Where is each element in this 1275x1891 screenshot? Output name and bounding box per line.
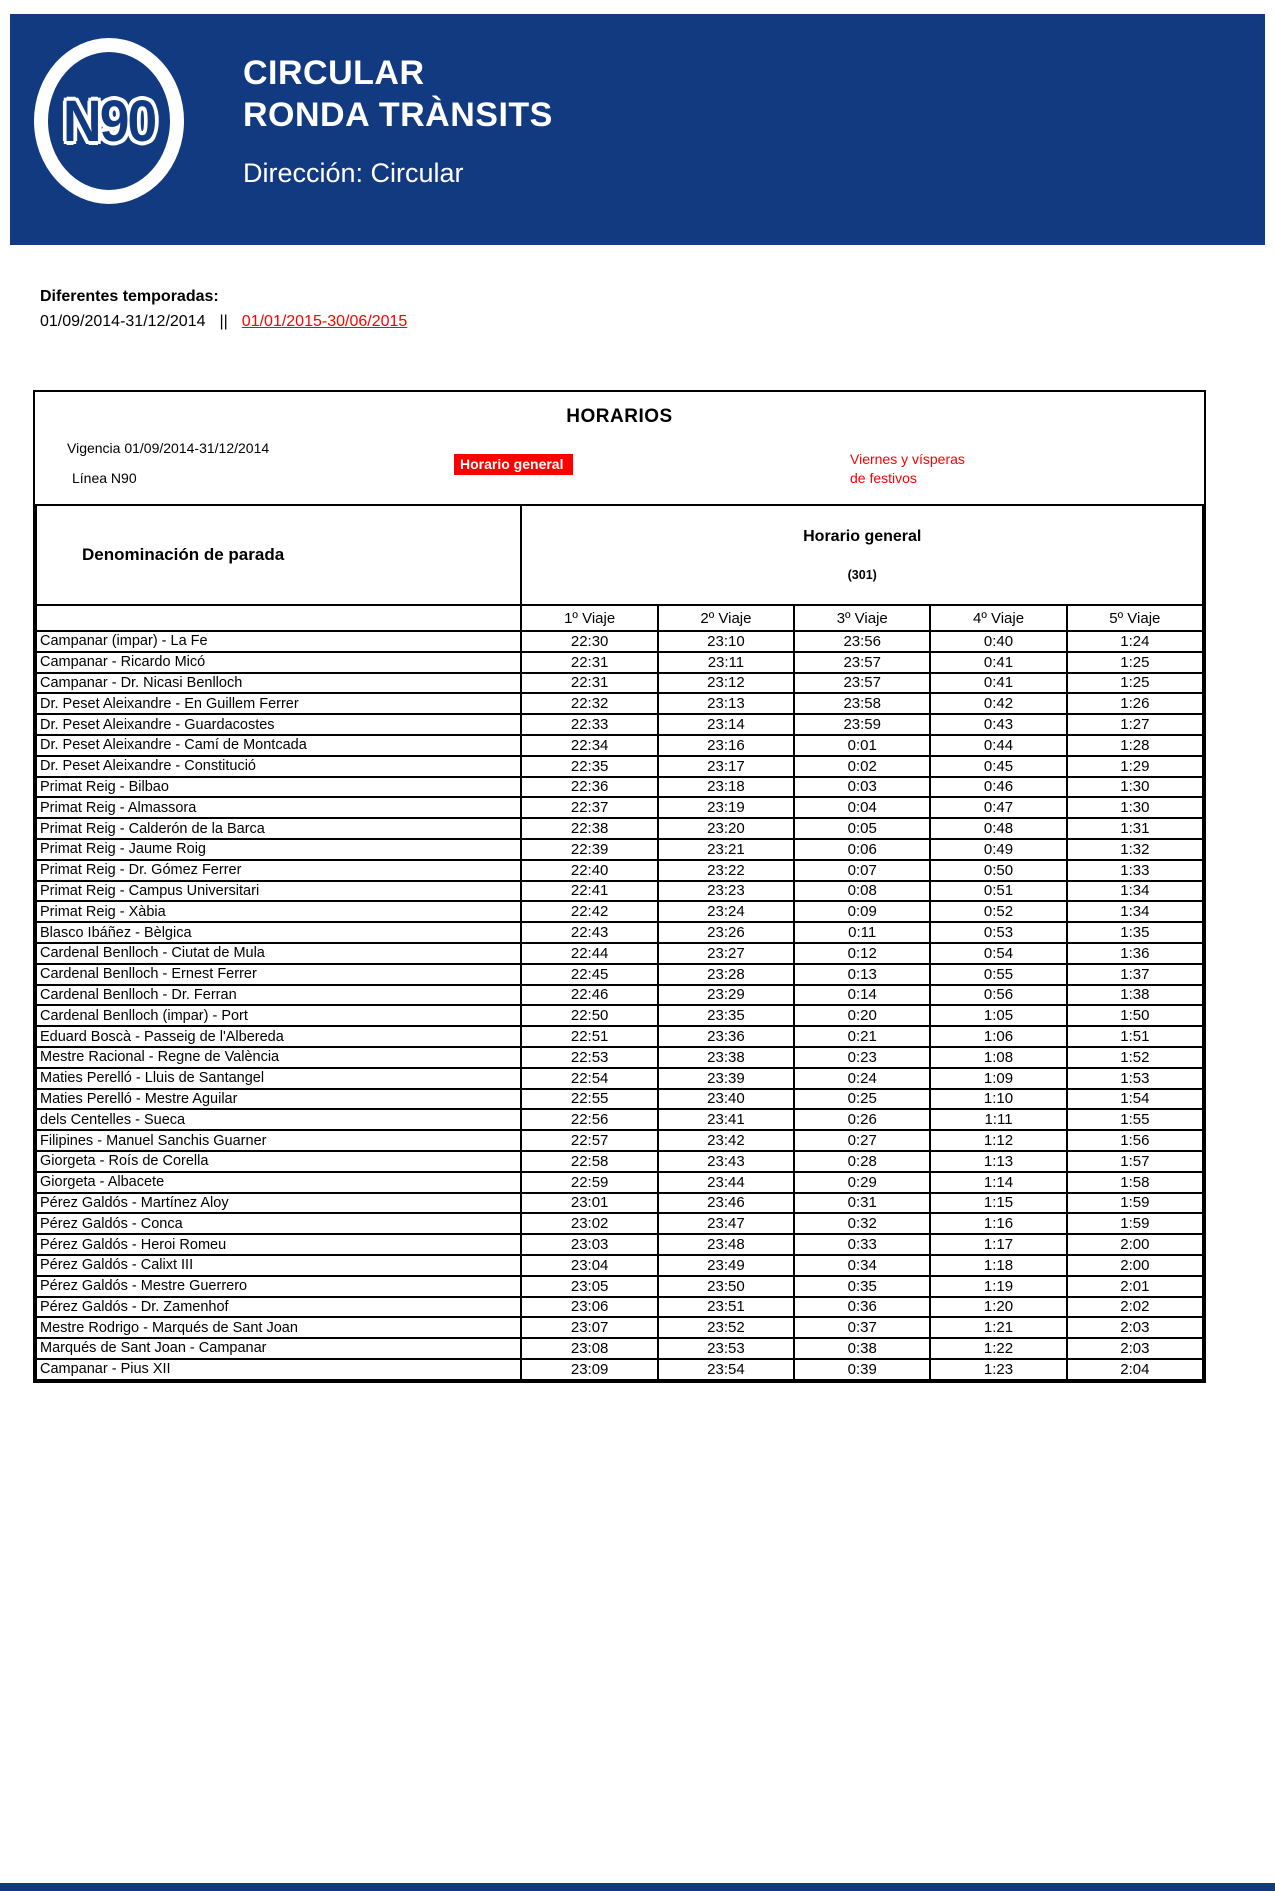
stop-name-cell: Campanar - Ricardo Micó <box>36 652 521 673</box>
seasons-label: Diferentes temporadas: <box>40 288 219 305</box>
time-cell: 23:14 <box>658 714 794 735</box>
time-cell: 1:09 <box>930 1068 1066 1089</box>
table-row <box>36 1317 1203 1338</box>
stop-name-cell: Primat Reig - Jaume Roig <box>36 839 521 860</box>
time-cell: 1:59 <box>1067 1213 1203 1234</box>
viaje-header-2: 2º Viaje <box>658 605 794 631</box>
table-row <box>36 1276 1203 1297</box>
time-cell: 0:27 <box>794 1130 930 1151</box>
time-cell: 23:50 <box>658 1276 794 1297</box>
time-cell: 1:26 <box>1067 693 1203 714</box>
table-row <box>36 797 1203 818</box>
time-cell: 0:48 <box>930 818 1066 839</box>
time-cell: 1:05 <box>930 1005 1066 1026</box>
time-cell: 1:33 <box>1067 860 1203 881</box>
schedule-box <box>33 390 1206 1383</box>
time-cell: 22:46 <box>521 985 657 1006</box>
time-cell: 1:25 <box>1067 652 1203 673</box>
time-cell: 2:03 <box>1067 1338 1203 1359</box>
table-row <box>36 860 1203 881</box>
stop-name-cell: Dr. Peset Aleixandre - Camí de Montcada <box>36 735 521 756</box>
time-cell: 23:11 <box>658 652 794 673</box>
season-link-next[interactable]: 01/01/2015-30/06/2015 <box>241 313 408 330</box>
time-cell: 23:07 <box>521 1317 657 1338</box>
time-cell: 23:13 <box>658 693 794 714</box>
time-cell: 22:37 <box>521 797 657 818</box>
time-cell: 0:41 <box>930 673 1066 694</box>
time-cell: 1:38 <box>1067 985 1203 1006</box>
table-row <box>36 756 1203 777</box>
time-cell: 1:56 <box>1067 1130 1203 1151</box>
time-cell: 22:31 <box>521 673 657 694</box>
time-cell: 0:06 <box>794 839 930 860</box>
time-cell: 0:33 <box>794 1234 930 1255</box>
time-cell: 23:56 <box>794 631 930 652</box>
time-cell: 23:57 <box>794 652 930 673</box>
time-cell: 23:54 <box>658 1359 794 1380</box>
route-direction: Dirección: Circular <box>243 158 464 188</box>
time-cell: 23:48 <box>658 1234 794 1255</box>
time-cell: 1:53 <box>1067 1068 1203 1089</box>
time-cell: 23:59 <box>794 714 930 735</box>
viaje-header-spacer <box>36 605 521 631</box>
time-cell: 0:07 <box>794 860 930 881</box>
stop-name-cell: Eduard Boscà - Passeig de l'Albereda <box>36 1026 521 1047</box>
group-header-cell <box>521 505 1203 605</box>
stop-name-cell: dels Centelles - Sueca <box>36 1109 521 1130</box>
time-cell: 22:44 <box>521 943 657 964</box>
time-cell: 0:41 <box>930 652 1066 673</box>
time-cell: 23:57 <box>794 673 930 694</box>
time-cell: 2:01 <box>1067 1276 1203 1297</box>
time-cell: 22:54 <box>521 1068 657 1089</box>
time-cell: 0:02 <box>794 756 930 777</box>
time-cell: 1:54 <box>1067 1089 1203 1110</box>
time-cell: 1:21 <box>930 1317 1066 1338</box>
time-cell: 1:28 <box>1067 735 1203 756</box>
stop-name-cell: Maties Perelló - Mestre Aguilar <box>36 1089 521 1110</box>
time-cell: 23:21 <box>658 839 794 860</box>
time-cell: 1:27 <box>1067 714 1203 735</box>
header-banner <box>10 14 1265 245</box>
time-cell: 0:36 <box>794 1297 930 1318</box>
table-row <box>36 777 1203 798</box>
time-cell: 1:55 <box>1067 1109 1203 1130</box>
time-cell: 23:05 <box>521 1276 657 1297</box>
group-header-code: (301) <box>847 568 877 582</box>
stop-name-cell: Primat Reig - Bilbao <box>36 777 521 798</box>
stop-column-header: Denominación de parada <box>36 505 521 605</box>
time-cell: 1:13 <box>930 1151 1066 1172</box>
time-cell: 22:45 <box>521 964 657 985</box>
time-cell: 23:24 <box>658 901 794 922</box>
time-cell: 22:32 <box>521 693 657 714</box>
stop-name-cell: Pérez Galdós - Martínez Aloy <box>36 1193 521 1214</box>
time-cell: 0:28 <box>794 1151 930 1172</box>
time-cell: 0:01 <box>794 735 930 756</box>
stop-name-cell: Campanar - Pius XII <box>36 1359 521 1380</box>
time-cell: 1:51 <box>1067 1026 1203 1047</box>
time-cell: 23:08 <box>521 1338 657 1359</box>
time-cell: 23:29 <box>658 985 794 1006</box>
time-cell: 0:31 <box>794 1193 930 1214</box>
linea-label: Línea N90 <box>72 470 137 486</box>
time-cell: 23:23 <box>658 881 794 902</box>
route-title-line2: RONDA TRÀNSITS <box>243 96 553 134</box>
time-cell: 1:50 <box>1067 1005 1203 1026</box>
time-cell: 23:20 <box>658 818 794 839</box>
table-row <box>36 1213 1203 1234</box>
stop-name-cell: Giorgeta - Roís de Corella <box>36 1151 521 1172</box>
time-cell: 0:55 <box>930 964 1066 985</box>
time-cell: 2:00 <box>1067 1255 1203 1276</box>
time-cell: 22:51 <box>521 1026 657 1047</box>
time-cell: 22:33 <box>521 714 657 735</box>
line-badge-n90 <box>34 38 184 204</box>
stop-name-cell: Pérez Galdós - Heroi Romeu <box>36 1234 521 1255</box>
stop-name-cell: Giorgeta - Albacete <box>36 1172 521 1193</box>
season-current: 01/09/2014-31/12/2014 <box>40 313 206 330</box>
time-cell: 23:03 <box>521 1234 657 1255</box>
viaje-header-1: 1º Viaje <box>521 605 657 631</box>
time-cell: 1:30 <box>1067 797 1203 818</box>
time-cell: 23:41 <box>658 1109 794 1130</box>
time-cell: 0:21 <box>794 1026 930 1047</box>
time-cell: 0:37 <box>794 1317 930 1338</box>
time-cell: 23:40 <box>658 1089 794 1110</box>
table-row <box>36 673 1203 694</box>
stop-name-cell: Marqués de Sant Joan - Campanar <box>36 1338 521 1359</box>
time-cell: 22:53 <box>521 1047 657 1068</box>
stop-name-cell: Pérez Galdós - Conca <box>36 1213 521 1234</box>
time-cell: 1:19 <box>930 1276 1066 1297</box>
time-cell: 1:30 <box>1067 777 1203 798</box>
table-row <box>36 1193 1203 1214</box>
table-row <box>36 922 1203 943</box>
time-cell: 23:47 <box>658 1213 794 1234</box>
time-cell: 0:29 <box>794 1172 930 1193</box>
stop-name-cell: Dr. Peset Aleixandre - Constitució <box>36 756 521 777</box>
time-cell: 22:55 <box>521 1089 657 1110</box>
time-cell: 2:00 <box>1067 1234 1203 1255</box>
time-cell: 0:26 <box>794 1109 930 1130</box>
time-cell: 0:54 <box>930 943 1066 964</box>
time-cell: 22:30 <box>521 631 657 652</box>
stop-name-cell: Pérez Galdós - Calixt III <box>36 1255 521 1276</box>
time-cell: 0:42 <box>930 693 1066 714</box>
stop-name-cell: Filipines - Manuel Sanchis Guarner <box>36 1130 521 1151</box>
time-cell: 23:19 <box>658 797 794 818</box>
time-cell: 23:42 <box>658 1130 794 1151</box>
tab-viernes-festivos[interactable] <box>850 450 1010 488</box>
time-cell: 1:20 <box>930 1297 1066 1318</box>
table-row <box>36 714 1203 735</box>
viaje-header-5: 5º Viaje <box>1067 605 1203 631</box>
time-cell: 23:28 <box>658 964 794 985</box>
stop-name-cell: Mestre Rodrigo - Marqués de Sant Joan <box>36 1317 521 1338</box>
table-row <box>36 631 1203 652</box>
table-row <box>36 839 1203 860</box>
table-row <box>36 693 1203 714</box>
time-cell: 0:40 <box>930 631 1066 652</box>
time-cell: 1:57 <box>1067 1151 1203 1172</box>
time-cell: 0:45 <box>930 756 1066 777</box>
time-cell: 0:50 <box>930 860 1066 881</box>
time-cell: 0:11 <box>794 922 930 943</box>
table-row <box>36 964 1203 985</box>
stop-name-cell: Primat Reig - Campus Universitari <box>36 881 521 902</box>
table-row <box>36 818 1203 839</box>
time-cell: 1:11 <box>930 1109 1066 1130</box>
table-row <box>36 1234 1203 1255</box>
table-row <box>36 1255 1203 1276</box>
stop-name-cell: Primat Reig - Xàbia <box>36 901 521 922</box>
time-cell: 22:43 <box>521 922 657 943</box>
table-row <box>36 1359 1203 1380</box>
time-cell: 22:42 <box>521 901 657 922</box>
time-cell: 1:18 <box>930 1255 1066 1276</box>
time-cell: 0:12 <box>794 943 930 964</box>
time-cell: 1:12 <box>930 1130 1066 1151</box>
season-separator: || <box>219 313 228 330</box>
time-cell: 22:39 <box>521 839 657 860</box>
time-cell: 23:22 <box>658 860 794 881</box>
time-cell: 23:36 <box>658 1026 794 1047</box>
time-cell: 0:49 <box>930 839 1066 860</box>
time-cell: 1:22 <box>930 1338 1066 1359</box>
stop-name-cell: Pérez Galdós - Dr. Zamenhof <box>36 1297 521 1318</box>
time-cell: 23:18 <box>658 777 794 798</box>
time-cell: 23:17 <box>658 756 794 777</box>
time-cell: 2:03 <box>1067 1317 1203 1338</box>
time-cell: 0:38 <box>794 1338 930 1359</box>
time-cell: 23:12 <box>658 673 794 694</box>
time-cell: 23:27 <box>658 943 794 964</box>
table-row <box>36 1109 1203 1130</box>
time-cell: 23:16 <box>658 735 794 756</box>
time-cell: 22:50 <box>521 1005 657 1026</box>
time-cell: 23:53 <box>658 1338 794 1359</box>
stop-name-cell: Mestre Racional - Regne de València <box>36 1047 521 1068</box>
time-cell: 1:24 <box>1067 631 1203 652</box>
time-cell: 0:04 <box>794 797 930 818</box>
stop-name-cell: Blasco Ibáñez - Bèlgica <box>36 922 521 943</box>
time-cell: 1:52 <box>1067 1047 1203 1068</box>
time-cell: 1:34 <box>1067 901 1203 922</box>
table-row <box>36 881 1203 902</box>
stop-name-cell: Cardenal Benlloch - Ernest Ferrer <box>36 964 521 985</box>
time-cell: 0:08 <box>794 881 930 902</box>
time-cell: 0:53 <box>930 922 1066 943</box>
line-badge-label: N90 <box>62 88 156 154</box>
time-cell: 1:32 <box>1067 839 1203 860</box>
time-cell: 22:57 <box>521 1130 657 1151</box>
schedule-box-header <box>35 392 1204 504</box>
time-cell: 22:31 <box>521 652 657 673</box>
time-cell: 1:58 <box>1067 1172 1203 1193</box>
time-cell: 0:47 <box>930 797 1066 818</box>
table-row <box>36 652 1203 673</box>
time-cell: 0:46 <box>930 777 1066 798</box>
time-cell: 1:15 <box>930 1193 1066 1214</box>
table-row <box>36 735 1203 756</box>
stop-name-cell: Cardenal Benlloch - Ciutat de Mula <box>36 943 521 964</box>
time-cell: 1:10 <box>930 1089 1066 1110</box>
stop-name-cell: Campanar (impar) - La Fe <box>36 631 521 652</box>
time-cell: 0:52 <box>930 901 1066 922</box>
stop-name-cell: Campanar - Dr. Nicasi Benlloch <box>36 673 521 694</box>
time-cell: 0:44 <box>930 735 1066 756</box>
time-cell: 0:20 <box>794 1005 930 1026</box>
time-cell: 23:35 <box>658 1005 794 1026</box>
time-cell: 0:39 <box>794 1359 930 1380</box>
time-cell: 23:01 <box>521 1193 657 1214</box>
time-cell: 0:05 <box>794 818 930 839</box>
time-cell: 1:34 <box>1067 881 1203 902</box>
table-row <box>36 1297 1203 1318</box>
time-cell: 23:49 <box>658 1255 794 1276</box>
group-header-title: Horario general <box>803 528 922 545</box>
stop-name-cell: Cardenal Benlloch (impar) - Port <box>36 1005 521 1026</box>
timetable-body <box>36 631 1203 1380</box>
time-cell: 0:24 <box>794 1068 930 1089</box>
timetable <box>35 504 1204 1381</box>
table-row <box>36 1068 1203 1089</box>
table-row <box>36 1151 1203 1172</box>
route-title-line1: CIRCULAR <box>243 54 425 92</box>
table-row <box>36 1089 1203 1110</box>
time-cell: 0:03 <box>794 777 930 798</box>
horarios-title: HORARIOS <box>566 406 673 427</box>
time-cell: 23:52 <box>658 1317 794 1338</box>
time-cell: 1:59 <box>1067 1193 1203 1214</box>
table-row <box>36 1047 1203 1068</box>
viaje-header-4: 4º Viaje <box>930 605 1066 631</box>
stop-name-cell: Dr. Peset Aleixandre - En Guillem Ferrer <box>36 693 521 714</box>
time-cell: 22:40 <box>521 860 657 881</box>
time-cell: 1:16 <box>930 1213 1066 1234</box>
table-row <box>36 1026 1203 1047</box>
time-cell: 23:43 <box>658 1151 794 1172</box>
time-cell: 0:51 <box>930 881 1066 902</box>
table-row <box>36 1338 1203 1359</box>
time-cell: 23:58 <box>794 693 930 714</box>
time-cell: 0:34 <box>794 1255 930 1276</box>
time-cell: 23:46 <box>658 1193 794 1214</box>
time-cell: 1:06 <box>930 1026 1066 1047</box>
time-cell: 0:32 <box>794 1213 930 1234</box>
tab-viernes-line2: de festivos <box>850 470 917 486</box>
time-cell: 2:04 <box>1067 1359 1203 1380</box>
time-cell: 1:29 <box>1067 756 1203 777</box>
time-cell: 0:56 <box>930 985 1066 1006</box>
table-row <box>36 1005 1203 1026</box>
time-cell: 0:43 <box>930 714 1066 735</box>
stop-name-cell: Primat Reig - Calderón de la Barca <box>36 818 521 839</box>
time-cell: 1:31 <box>1067 818 1203 839</box>
stop-name-cell: Pérez Galdós - Mestre Guerrero <box>36 1276 521 1297</box>
vigencia-label: Vigencia 01/09/2014-31/12/2014 <box>67 440 270 456</box>
time-cell: 1:14 <box>930 1172 1066 1193</box>
bottom-divider-bar <box>0 1883 1275 1891</box>
tab-viernes-line1: Viernes y vísperas <box>850 451 965 467</box>
time-cell: 23:51 <box>658 1297 794 1318</box>
time-cell: 1:35 <box>1067 922 1203 943</box>
banner-titles <box>243 52 553 189</box>
stop-name-cell: Maties Perelló - Lluis de Santangel <box>36 1068 521 1089</box>
stop-name-cell: Primat Reig - Almassora <box>36 797 521 818</box>
table-row <box>36 985 1203 1006</box>
time-cell: 1:08 <box>930 1047 1066 1068</box>
time-cell: 0:23 <box>794 1047 930 1068</box>
time-cell: 22:36 <box>521 777 657 798</box>
table-row <box>36 1130 1203 1151</box>
table-row <box>36 943 1203 964</box>
time-cell: 23:02 <box>521 1213 657 1234</box>
stop-name-cell: Dr. Peset Aleixandre - Guardacostes <box>36 714 521 735</box>
time-cell: 1:37 <box>1067 964 1203 985</box>
time-cell: 0:09 <box>794 901 930 922</box>
time-cell: 22:41 <box>521 881 657 902</box>
table-row <box>36 1172 1203 1193</box>
time-cell: 23:39 <box>658 1068 794 1089</box>
time-cell: 1:36 <box>1067 943 1203 964</box>
time-cell: 0:25 <box>794 1089 930 1110</box>
stop-name-cell: Primat Reig - Dr. Gómez Ferrer <box>36 860 521 881</box>
time-cell: 22:58 <box>521 1151 657 1172</box>
time-cell: 0:35 <box>794 1276 930 1297</box>
time-cell: 23:09 <box>521 1359 657 1380</box>
time-cell: 23:26 <box>658 922 794 943</box>
time-cell: 0:13 <box>794 964 930 985</box>
seasons-block <box>40 288 407 331</box>
time-cell: 22:35 <box>521 756 657 777</box>
viaje-header-3: 3º Viaje <box>794 605 930 631</box>
time-cell: 23:44 <box>658 1172 794 1193</box>
time-cell: 0:14 <box>794 985 930 1006</box>
stop-name-cell: Cardenal Benlloch - Dr. Ferran <box>36 985 521 1006</box>
time-cell: 22:34 <box>521 735 657 756</box>
time-cell: 22:56 <box>521 1109 657 1130</box>
table-row <box>36 901 1203 922</box>
time-cell: 23:06 <box>521 1297 657 1318</box>
time-cell: 23:10 <box>658 631 794 652</box>
time-cell: 1:25 <box>1067 673 1203 694</box>
time-cell: 23:38 <box>658 1047 794 1068</box>
time-cell: 2:02 <box>1067 1297 1203 1318</box>
time-cell: 22:59 <box>521 1172 657 1193</box>
time-cell: 23:04 <box>521 1255 657 1276</box>
time-cell: 1:17 <box>930 1234 1066 1255</box>
time-cell: 1:23 <box>930 1359 1066 1380</box>
tab-horario-general[interactable]: Horario general <box>454 454 573 475</box>
time-cell: 22:38 <box>521 818 657 839</box>
